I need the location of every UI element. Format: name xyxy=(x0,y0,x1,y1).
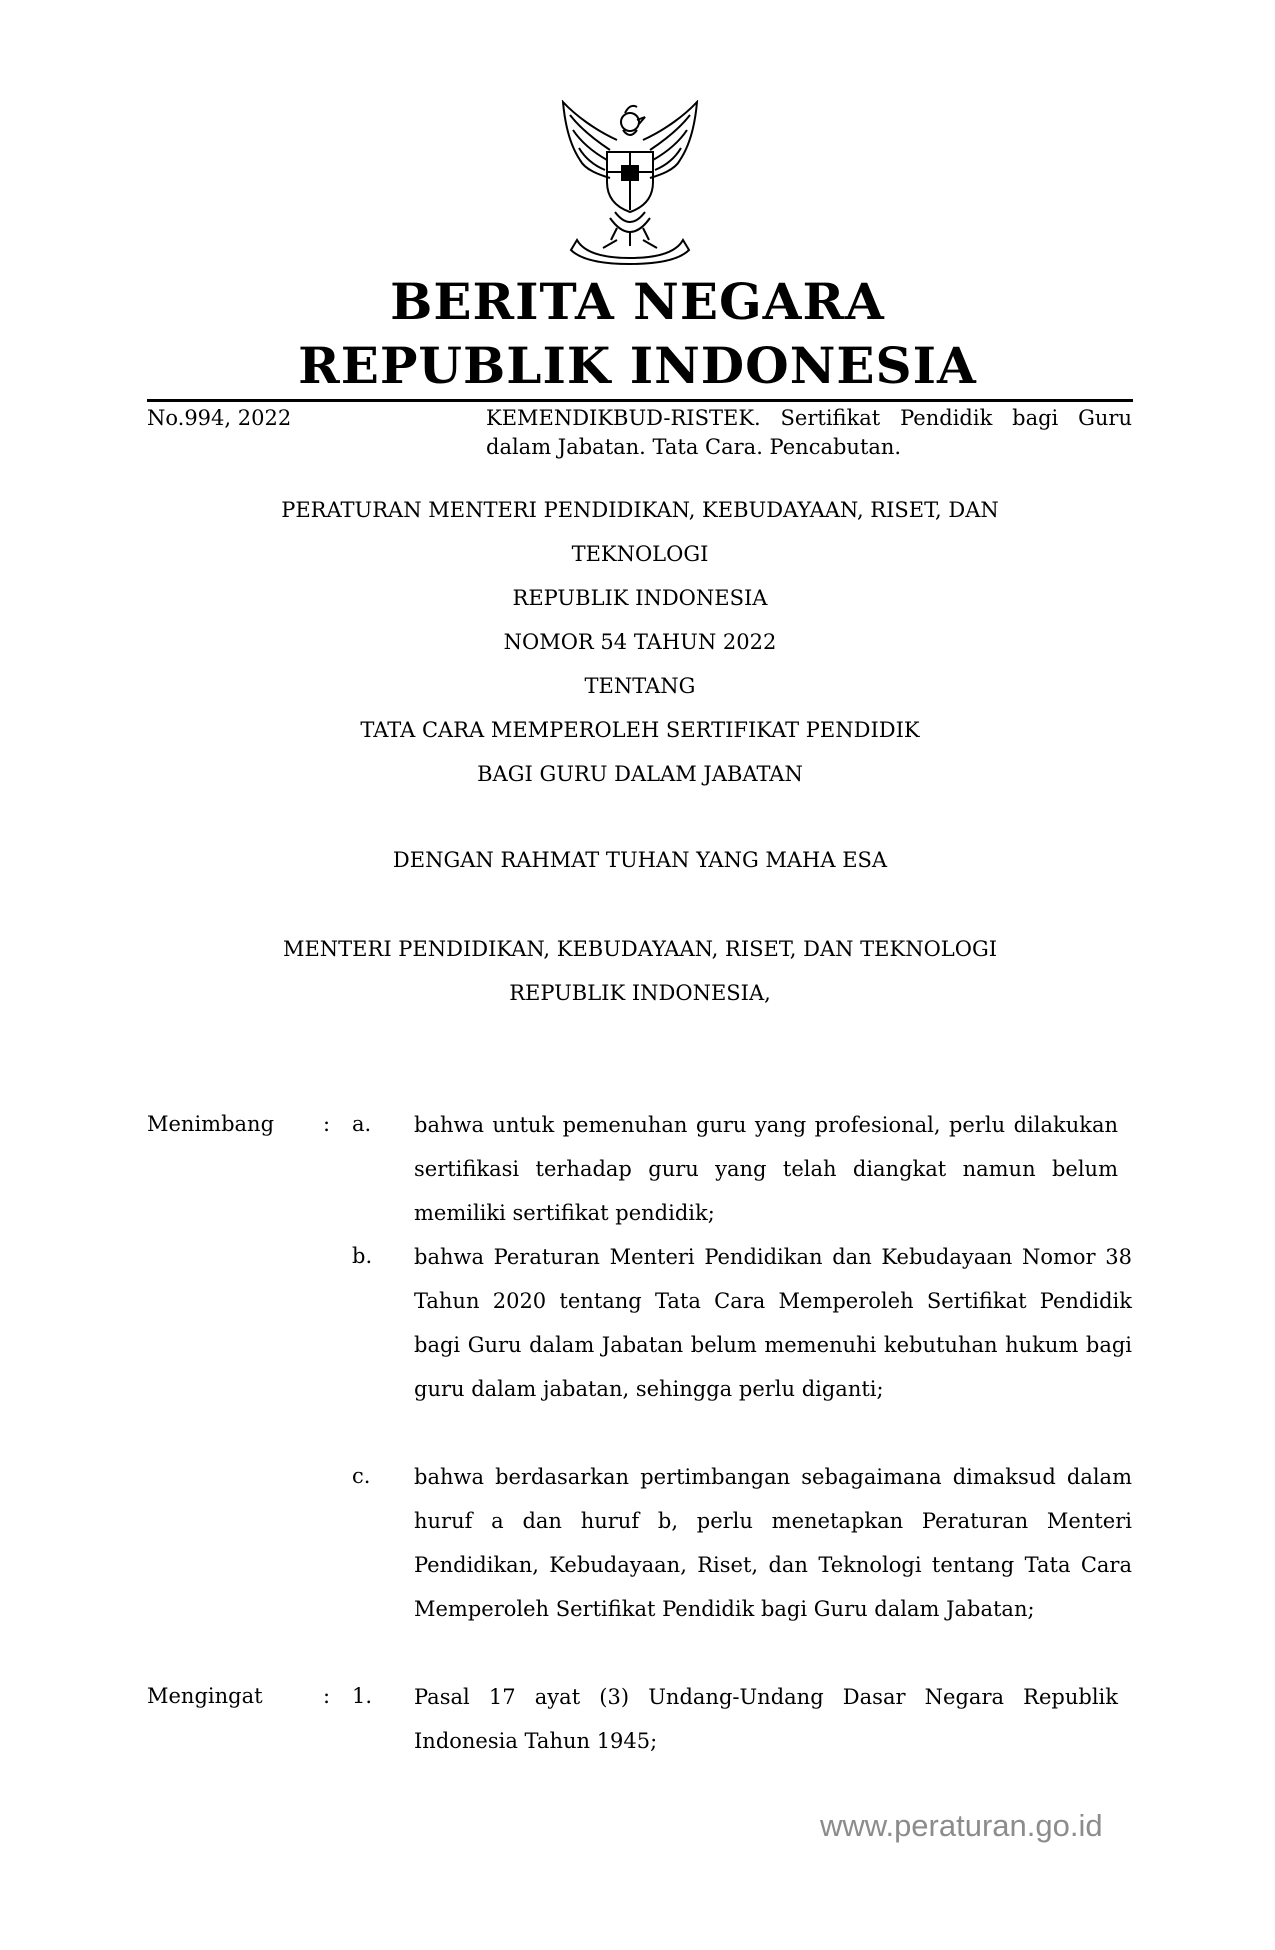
menimbang-mark-c: c. xyxy=(352,1464,371,1488)
title-line-6: TATA CARA MEMPEROLEH SERTIFIKAT PENDIDIK xyxy=(360,718,920,742)
masthead-line-1: BERITA NEGARA xyxy=(390,272,885,331)
footer-url: www.peraturan.go.id xyxy=(820,1808,1103,1843)
title-line-1: PERATURAN MENTERI PENDIDIKAN, KEBUDAYAAN, RISET, DAN xyxy=(281,498,999,522)
menimbang-label: Menimbang xyxy=(147,1112,275,1136)
title-line-2: TEKNOLOGI xyxy=(571,542,709,566)
garuda-emblem-icon xyxy=(555,100,705,265)
title-line-4: NOMOR 54 TAHUN 2022 xyxy=(503,630,777,654)
menimbang-item-a: bahwa untuk pemenuhan guru yang profesional, perlu dilakukan sertifikasi terhadap guru yang telah diangkat namun belum memiliki sertifikat pendidik; xyxy=(414,1113,1118,1225)
menimbang-item-c: bahwa berdasarkan pertimbangan sebagaimana dimaksud dalam huruf a dan huruf b, perlu menetapkan Peraturan Menteri Pendidikan, Kebudayaan, Riset, dan Teknologi tentang Tata Cara Memperoleh Sertifikat Pendidik bagi Guru dalam Jabatan; xyxy=(414,1465,1132,1621)
title-line-7: BAGI GURU DALAM JABATAN xyxy=(477,762,803,786)
mengingat-label: Mengingat xyxy=(147,1684,263,1708)
issuer-line-1: MENTERI PENDIDIKAN, KEBUDAYAAN, RISET, DAN TEKNOLOGI xyxy=(282,937,998,961)
gazette-number: No.994, 2022 xyxy=(147,406,292,430)
mengingat-colon: : xyxy=(323,1684,331,1708)
title-line-5: TENTANG xyxy=(584,674,696,698)
mengingat-item-1: Pasal 17 ayat (3) Undang-Undang Dasar Negara Republik Indonesia Tahun 1945; xyxy=(414,1685,1118,1753)
menimbang-mark-a: a. xyxy=(352,1112,372,1136)
menimbang-item-b: bahwa Peraturan Menteri Pendidikan dan Kebudayaan Nomor 38 Tahun 2020 tentang Tata Cara Memperoleh Sertifikat Pendidik bagi Guru dalam Jabatan belum memenuhi kebutuhan hukum bagi guru dalam jabatan, sehingga perlu diganti; xyxy=(414,1245,1132,1401)
mengingat-mark-1: 1. xyxy=(352,1684,373,1708)
menimbang-mark-b: b. xyxy=(352,1244,373,1268)
masthead-line-2: REPUBLIK INDONESIA xyxy=(298,336,977,395)
menimbang-colon: : xyxy=(323,1112,331,1136)
gazette-category: KEMENDIKBUD-RISTEK. Sertifikat Pendidik bagi Guru dalam Jabatan. Tata Cara. Pencabutan. xyxy=(486,406,1132,459)
issuer-line-2: REPUBLIK INDONESIA, xyxy=(509,981,771,1005)
blessing: DENGAN RAHMAT TUHAN YANG MAHA ESA xyxy=(392,848,888,872)
masthead-rule xyxy=(147,399,1133,402)
title-line-3: REPUBLIK INDONESIA xyxy=(512,586,768,610)
